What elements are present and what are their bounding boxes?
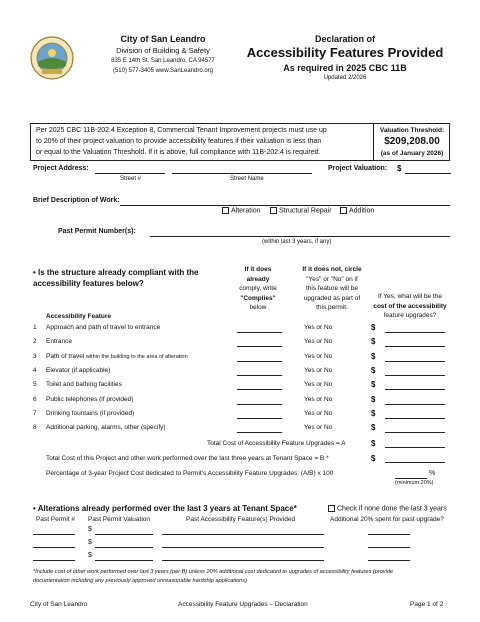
col1-line: already bbox=[246, 275, 270, 283]
page-number: Page 1 of 2 bbox=[410, 601, 444, 608]
feature-label-text: Path of travel bbox=[46, 352, 85, 360]
page-subtitle: As required in 2025 CBC 11B bbox=[283, 63, 407, 73]
feature-label-text: Drinking fountains (if provided) bbox=[46, 409, 135, 417]
complies-field[interactable] bbox=[237, 404, 282, 405]
feature-row-number: 2 bbox=[33, 338, 37, 346]
upgrade-cost-field[interactable] bbox=[385, 404, 445, 405]
declaration-of: Declaration of bbox=[314, 34, 375, 44]
row-dollar-sign: $ bbox=[371, 380, 376, 390]
past-valuation-dollar: $ bbox=[88, 552, 92, 559]
row-dollar-sign: $ bbox=[371, 394, 376, 404]
complies-field[interactable] bbox=[237, 361, 282, 362]
option-alteration[interactable] bbox=[222, 207, 261, 214]
yes-no-choice[interactable]: Yes or No bbox=[304, 381, 333, 389]
col3-line: If Yes, what will be the bbox=[378, 293, 442, 300]
city-contact: (510) 577-3405 www.SanLeandro.org bbox=[112, 68, 214, 74]
alteration-checkbox[interactable] bbox=[222, 207, 229, 214]
city-address: 835 E 14th St, San Leandro, CA 94577 bbox=[111, 58, 215, 64]
notice-text-line1: Per 2025 CBC 11B-202.4 Exception 8, Commercial Tenant Improvement projects must use up bbox=[36, 127, 327, 134]
percentage-field[interactable] bbox=[395, 478, 427, 479]
past-features-field[interactable] bbox=[162, 560, 324, 561]
alteration-label: Alteration bbox=[231, 207, 261, 215]
feature-label-text: Public telephones (if provided) bbox=[46, 395, 134, 403]
complies-field[interactable] bbox=[237, 332, 282, 333]
col2-line: this feature will be bbox=[305, 285, 359, 292]
compliance-question-line1: • Is the structure already compliant with the bbox=[33, 268, 199, 277]
feature-row-number: 7 bbox=[33, 409, 37, 417]
additional-spent-field[interactable] bbox=[368, 534, 410, 535]
brief-description-field[interactable] bbox=[120, 205, 450, 206]
yes-no-choice[interactable]: Yes or No bbox=[304, 338, 333, 346]
feature-label-text: Elevator (if applicable) bbox=[46, 366, 111, 374]
notice-text-line2: to 20% of their project valuation to provide accessibility features if their valuation is less than bbox=[36, 138, 322, 145]
compliance-question-line2: accessibility features below? bbox=[33, 279, 144, 288]
yes-no-column-header bbox=[292, 265, 372, 313]
alterations-title: • Alterations already performed over the last 3 years at Tenant Space* bbox=[33, 504, 297, 513]
percent-sign: % bbox=[429, 470, 436, 477]
upgrade-cost-field[interactable] bbox=[385, 432, 445, 433]
street-name-field[interactable] bbox=[172, 173, 312, 174]
total-b-dollar: $ bbox=[371, 454, 376, 463]
percentage-label: Percentage of 3-year Project Cost dedicated to Permit's Accessibility Feature Upgrades: (A/B) x 100 bbox=[46, 470, 334, 477]
complies-field[interactable] bbox=[237, 432, 282, 433]
col3-line: cost of the accessibility bbox=[373, 302, 447, 310]
feature-row-number: 4 bbox=[33, 366, 37, 374]
street-number-field[interactable] bbox=[95, 173, 165, 174]
additional-spent-field[interactable] bbox=[368, 560, 410, 561]
past-features-field[interactable] bbox=[162, 547, 324, 548]
none-done-checkbox[interactable] bbox=[328, 505, 335, 512]
row-dollar-sign: $ bbox=[371, 351, 376, 361]
structural-repair-label: Structural Repair bbox=[279, 207, 332, 215]
col3-line: feature upgrades? bbox=[383, 312, 437, 319]
yes-no-choice[interactable]: Yes or No bbox=[304, 324, 333, 331]
none-done-option[interactable] bbox=[328, 505, 447, 512]
feature-label-detail: within the building to the area of alteration bbox=[84, 353, 188, 360]
addition-checkbox[interactable] bbox=[340, 207, 347, 214]
total-a-dollar: $ bbox=[371, 439, 376, 448]
city-name: City of San Leandro bbox=[120, 34, 206, 44]
total-a-field[interactable] bbox=[385, 447, 445, 448]
footer-left: City of San Leandro bbox=[30, 601, 88, 608]
project-valuation-label: Project Valuation: bbox=[328, 165, 388, 172]
cost-column-header bbox=[370, 292, 450, 321]
division-name: Division of Building & Safety bbox=[116, 46, 210, 55]
footer-center: Accessibility Feature Upgrades – Declaration bbox=[178, 601, 308, 608]
col2-line: upgraded as part of bbox=[303, 294, 361, 302]
upgrade-cost-field[interactable] bbox=[385, 332, 445, 333]
past-permit-number-field[interactable] bbox=[33, 534, 75, 535]
total-cost-b-label: Total Cost of this Project and other work performed over the last three years at Tenant Space = B * bbox=[46, 455, 329, 462]
footnote-line1: *Include cost of other work performed over last 3 years (per B) unless 20% additional cost dedicated to upgrades of accessibility features (provide bbox=[33, 569, 394, 575]
row-dollar-sign: $ bbox=[371, 408, 376, 418]
col1-line: comply, write bbox=[239, 285, 277, 292]
past-valuation-field[interactable] bbox=[95, 534, 153, 535]
past-valuation-field[interactable] bbox=[95, 560, 153, 561]
structural-repair-checkbox[interactable] bbox=[270, 207, 277, 214]
feature-row-label bbox=[46, 410, 134, 417]
past-permit-col-header: Past Permit # bbox=[36, 516, 76, 523]
project-valuation-field[interactable] bbox=[405, 173, 451, 174]
complies-field[interactable] bbox=[237, 346, 282, 347]
valuation-dollar-sign: $ bbox=[397, 164, 402, 173]
additional-col-header: Additional 20% spent for past upgrade? bbox=[330, 516, 444, 523]
feature-row-number: 5 bbox=[33, 381, 37, 389]
footnote-line2: documentation including any previously approved unreasonable hardship applications) bbox=[33, 578, 247, 584]
past-valuation-dollar: $ bbox=[88, 526, 92, 533]
yes-no-choice[interactable]: Yes or No bbox=[304, 366, 333, 374]
yes-no-choice[interactable]: Yes or No bbox=[304, 409, 333, 417]
city-seal-logo bbox=[30, 36, 74, 80]
total-cost-a-label: Total Cost of Accessibility Feature Upgrades = A bbox=[207, 440, 346, 447]
complies-field[interactable] bbox=[237, 375, 282, 376]
row-dollar-sign: $ bbox=[371, 323, 376, 332]
threshold-label: Valuation Threshold: bbox=[379, 127, 445, 134]
feature-row-number: 3 bbox=[33, 352, 37, 360]
street-number-caption: Street # bbox=[120, 176, 142, 182]
page-title: Accessibility Features Provided bbox=[246, 45, 444, 60]
row-dollar-sign: $ bbox=[371, 365, 376, 375]
feature-row-label bbox=[46, 424, 166, 431]
col1-line: below bbox=[249, 304, 267, 311]
past-permit-label: Past Permit Number(s): bbox=[58, 228, 136, 235]
project-address-label: Project Address: bbox=[33, 165, 89, 172]
yes-no-choice[interactable]: Yes or No bbox=[304, 352, 333, 360]
upgrade-cost-field[interactable] bbox=[385, 389, 445, 390]
yes-no-choice[interactable]: Yes or No bbox=[304, 424, 333, 432]
minimum-note: (minimum 20%) bbox=[395, 480, 434, 486]
col2-line: "Yes" or "No" on if bbox=[306, 275, 358, 283]
feature-row-label bbox=[46, 353, 188, 360]
feature-row-number: 8 bbox=[33, 424, 37, 432]
feature-label-text: Entrance bbox=[46, 338, 73, 346]
past-features-field[interactable] bbox=[162, 534, 324, 535]
updated-date: Updated 2/2026 bbox=[323, 75, 367, 81]
threshold-value: $209,208.00 bbox=[384, 136, 440, 147]
col2-line: this permit. bbox=[316, 304, 348, 311]
feature-column-header: Accessibility Feature bbox=[46, 313, 112, 320]
option-addition[interactable] bbox=[340, 207, 374, 214]
past-valuation-field[interactable] bbox=[95, 547, 153, 548]
feature-row-number: 1 bbox=[33, 324, 37, 331]
past-permit-number-field[interactable] bbox=[33, 547, 75, 548]
none-done-label: Check if none done the last 3 years bbox=[337, 505, 447, 513]
feature-row-label bbox=[46, 396, 133, 403]
addition-label: Addition bbox=[349, 207, 375, 215]
option-structural-repair[interactable] bbox=[270, 207, 332, 214]
valuation-notice-box bbox=[30, 123, 450, 161]
feature-row-label bbox=[46, 324, 160, 331]
past-valuation-dollar: $ bbox=[88, 539, 92, 546]
row-dollar-sign: $ bbox=[371, 423, 376, 433]
complies-column-header bbox=[230, 265, 286, 313]
upgrade-cost-field[interactable] bbox=[385, 375, 445, 376]
complies-field[interactable] bbox=[237, 418, 282, 419]
feature-label-text: Approach and path of travel to entrance bbox=[46, 324, 161, 331]
feature-label-text: Toilet and bathing facilities bbox=[46, 381, 122, 389]
col1-line: If it does bbox=[244, 266, 272, 273]
feature-row-label bbox=[46, 381, 122, 388]
brief-description-label: Brief Description of Work: bbox=[33, 197, 120, 204]
upgrade-cost-field[interactable] bbox=[385, 346, 445, 347]
threshold-date: (as of January 2026) bbox=[380, 150, 444, 157]
feature-row-label bbox=[46, 338, 72, 345]
notice-text-line3: or equal to the Valuation Threshold. If it is above, full compliance with 11B-202.4 is required. bbox=[36, 149, 321, 156]
upgrade-cost-field[interactable] bbox=[385, 418, 445, 419]
past-valuation-col-header: Past Permit Valuation bbox=[88, 516, 151, 523]
col2-line: If it does not, circle bbox=[302, 266, 362, 273]
feature-row-number: 6 bbox=[33, 395, 37, 403]
total-b-field[interactable] bbox=[385, 462, 445, 463]
upgrade-cost-field[interactable] bbox=[385, 361, 445, 362]
row-dollar-sign: $ bbox=[371, 337, 376, 347]
past-permit-field[interactable] bbox=[150, 236, 450, 237]
past-permit-number-field[interactable] bbox=[33, 560, 75, 561]
additional-spent-field[interactable] bbox=[368, 547, 410, 548]
col1-line: "Complies" bbox=[240, 294, 276, 302]
yes-no-choice[interactable]: Yes or No bbox=[304, 395, 333, 403]
past-features-col-header: Past Accessibility Feature(s) Provided bbox=[186, 516, 296, 523]
complies-field[interactable] bbox=[237, 389, 282, 390]
past-permit-caption: (within last 3 years, if any) bbox=[262, 239, 332, 245]
feature-row-label bbox=[46, 367, 110, 374]
street-name-caption: Street Name bbox=[230, 176, 264, 182]
feature-label-text: Additional parking, alarms, other (specify) bbox=[46, 424, 166, 432]
